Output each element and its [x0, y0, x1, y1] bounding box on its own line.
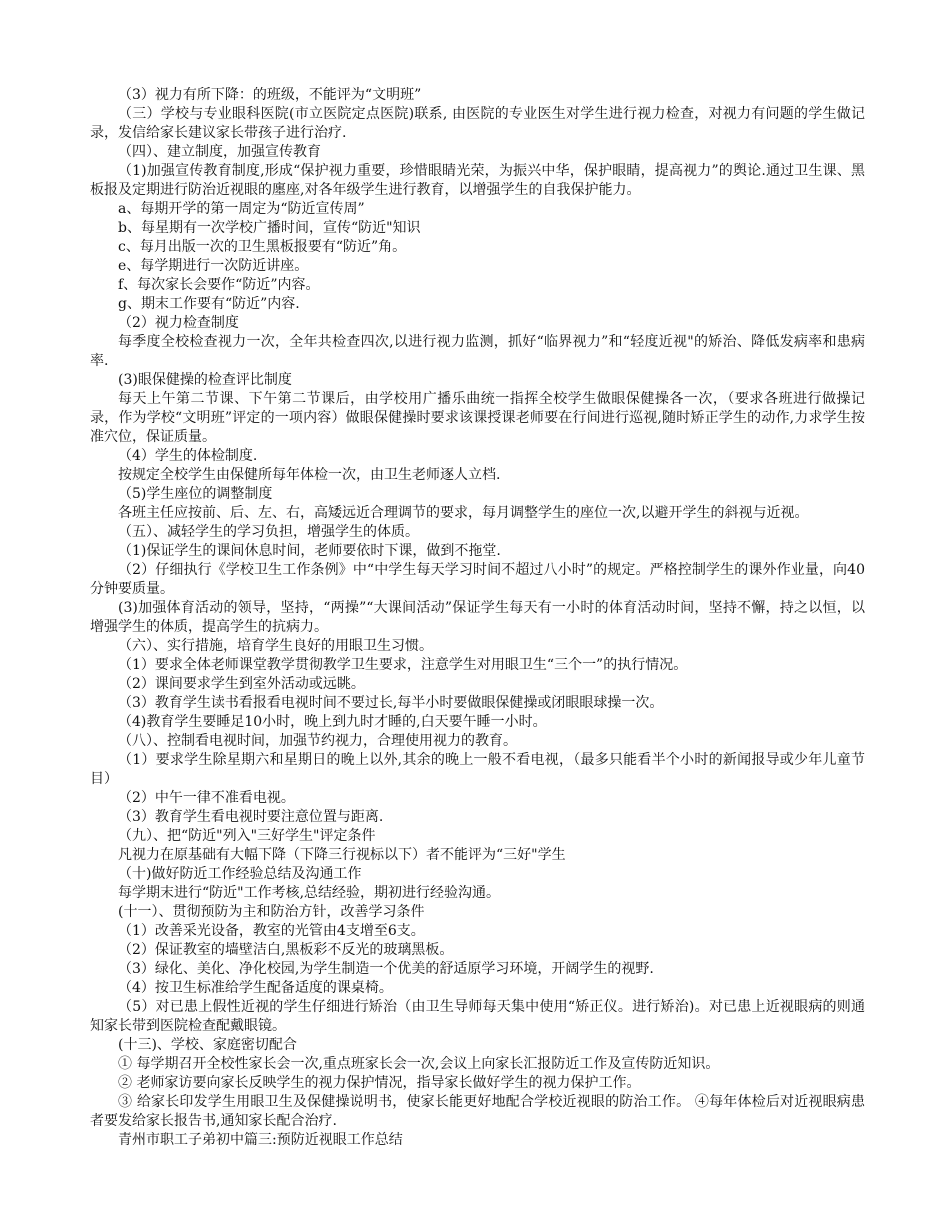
paragraph: （4）学生的体检制度. — [118, 448, 258, 464]
paragraph: （2）视力检查制度 — [118, 315, 239, 331]
document-body — [90, 86, 865, 1150]
paragraph: （四）、建立制度，加强宣传教育 — [118, 144, 321, 160]
paragraph: (3)加强体育活动的领导，坚持，“两操”“大课间活动”保证学生每天有一小时的体育活动时间，坚持不懈，持之以恒，以增强学生的体质，提高学生的抗病力。 — [90, 600, 865, 635]
paragraph: 每学期末进行“防近"工作考核,总结经验，期初进行经验沟通。 — [118, 885, 501, 901]
paragraph: a、每期开学的第一周定为“防近宣传周” — [118, 201, 365, 217]
paragraph: c、每月出版一次的卫生黑板报要有“防近”角。 — [118, 239, 407, 255]
paragraph: （3）教育学生读书看报看电视时间不要过长,每半小时要做眼保健操或闭眼眼球操一次。 — [118, 695, 664, 711]
paragraph: （1）要求学生除星期六和星期日的晚上以外,其余的晚上一般不看电视，（最多只能看半个小时的新闻报导或少年儿童节目） — [90, 752, 865, 787]
paragraph: 按规定全校学生由保健所每年体检一次，由卫生老师逐人立档. — [118, 467, 501, 483]
paragraph: （3）绿化、美化、净化校园,为学生制造一个优美的舒适原学习环境，开阔学生的视野. — [118, 961, 654, 977]
paragraph: （2）仔细执行《学校卫生工作条例》中“中学生每天学习时间不超过八小时”的规定。严格控制学生的课外作业量，向40分钟要质量。 — [90, 562, 865, 597]
paragraph: （3）视力有所下降：的班级，不能评为“文明班” — [118, 87, 422, 103]
paragraph: （5)学生座位的调整制度 — [118, 486, 273, 502]
paragraph: e、每学期进行一次防近讲座。 — [118, 258, 309, 274]
paragraph: (十一）、贯彻预防为主和防治方针，改善学习条件 — [118, 904, 425, 920]
paragraph: g、期末工作要有“防近”内容. — [118, 296, 300, 312]
paragraph: （5）对已患上假性近视的学生仔细进行矫治（由卫生导师每天集中使用“矫正仪。进行矫治)。对已患上近视眼病的则通知家长带到医院检查配戴眼镜。 — [90, 999, 865, 1034]
paragraph: 凡视力在原基础有大幅下降（下降三行视标以下）者不能评为“三好"学生 — [118, 847, 566, 863]
paragraph: （2）保证教室的墙壁洁白,黑板彩不反光的玻璃黑板。 — [118, 942, 454, 958]
paragraph: (十三)、学校、家庭密切配合 — [118, 1037, 297, 1053]
paragraph: （十)做好防近工作经验总结及沟通工作 — [118, 866, 362, 882]
paragraph: (3)眼保健操的检查评比制度 — [118, 372, 292, 388]
paragraph: （3）教育学生看电视时要注意位置与距离. — [118, 809, 384, 825]
paragraph: （4)教育学生要睡足10小时，晚上到九时才睡的,白天要午睡一小时。 — [118, 714, 547, 730]
paragraph: （三）学校与专业眼科医院(市立医院定点医院)联系, 由医院的专业医生对学生进行视力检查，对视力有问题的学生做记录，发信给家长建议家长带孩子进行治疗. — [90, 106, 865, 141]
paragraph: f、每次家长会要作“防近”内容。 — [118, 277, 320, 293]
paragraph: （1)加强宣传教育制度,形成“保护视力重要，珍惜眼睛光荣，为振兴中华，保护眼睛，提高视力”的舆论.通过卫生课、黑板报及定期进行防治近视眼的廛座,对各年级学生进行教育，以增强学生的自我保护能力。 — [90, 163, 865, 198]
paragraph: ③ 给家长印发学生用眼卫生及保健操说明书，使家长能更好地配合学校近视眼的防治工作。 ④每年体检后对近视眼病患者要发给家长报告书,通知家长配合治疗. — [90, 1094, 865, 1129]
paragraph: ① 每学期召开全校性家长会一次,重点班家长会一次,会议上向家长汇报防近工作及宣传防近知识。 — [118, 1056, 720, 1072]
paragraph: （1）改善采光设备，教室的光管由4支增至6支。 — [118, 923, 425, 939]
paragraph: （1）要求全体老师课堂教学贯彻教学卫生要求，注意学生对用眼卫生“三个一”的执行情况。 — [118, 657, 688, 673]
paragraph: 每天上午第二节课、下午第二节课后，由学校用广播乐曲统一指挥全校学生做眼保健操各一次，（要求各班进行做操记录，作为学校“文明班”评定的一项内容）做眼保健操时要求该课授课老师要在行间进行巡视,随时矫正学生的动作,力求学生按准穴位，保证质量。 — [90, 391, 865, 445]
paragraph: 青州市职工子弟初中篇三:预防近视眼工作总结 — [118, 1132, 403, 1148]
paragraph: 各班主任应按前、后、左、右，高矮远近合理调节的要求，每月调整学生的座位一次,以避开学生的斜视与近视。 — [118, 505, 809, 521]
paragraph: （九）、把“防近"列入"三好学生"评定条件 — [118, 828, 376, 844]
paragraph: （1)保证学生的课间休息时间，老师要依时下课，做到不拖堂. — [118, 543, 501, 559]
paragraph: 每季度全校检查视力一次，全年共检查四次,以进行视力监测，抓好“临界视力”和“轻度近视"的矫治、降低发病率和患病率. — [90, 334, 865, 369]
paragraph: （2）课间要求学生到室外活动或远眺。 — [118, 676, 365, 692]
paragraph: b、每星期有一次学校广播时间，宣传“防近"知识 — [118, 220, 421, 236]
paragraph: （4）按卫生标准给学生配备适度的课桌椅。 — [118, 980, 393, 996]
paragraph: （八）、控制看电视时间，加强节约视力，合理使用视力的教育。 — [118, 733, 517, 749]
paragraph: （五）、减轻学生的学习负担，增强学生的体质。 — [118, 524, 419, 540]
paragraph: ② 老师家访要向家长反映学生的视力保护情况，指导家长做好学生的视力保护工作。 — [118, 1075, 641, 1091]
paragraph: （六）、实行措施，培育学生良好的用眼卫生习惯。 — [118, 638, 433, 654]
paragraph: （2）中午一律不准看电视。 — [118, 790, 295, 806]
